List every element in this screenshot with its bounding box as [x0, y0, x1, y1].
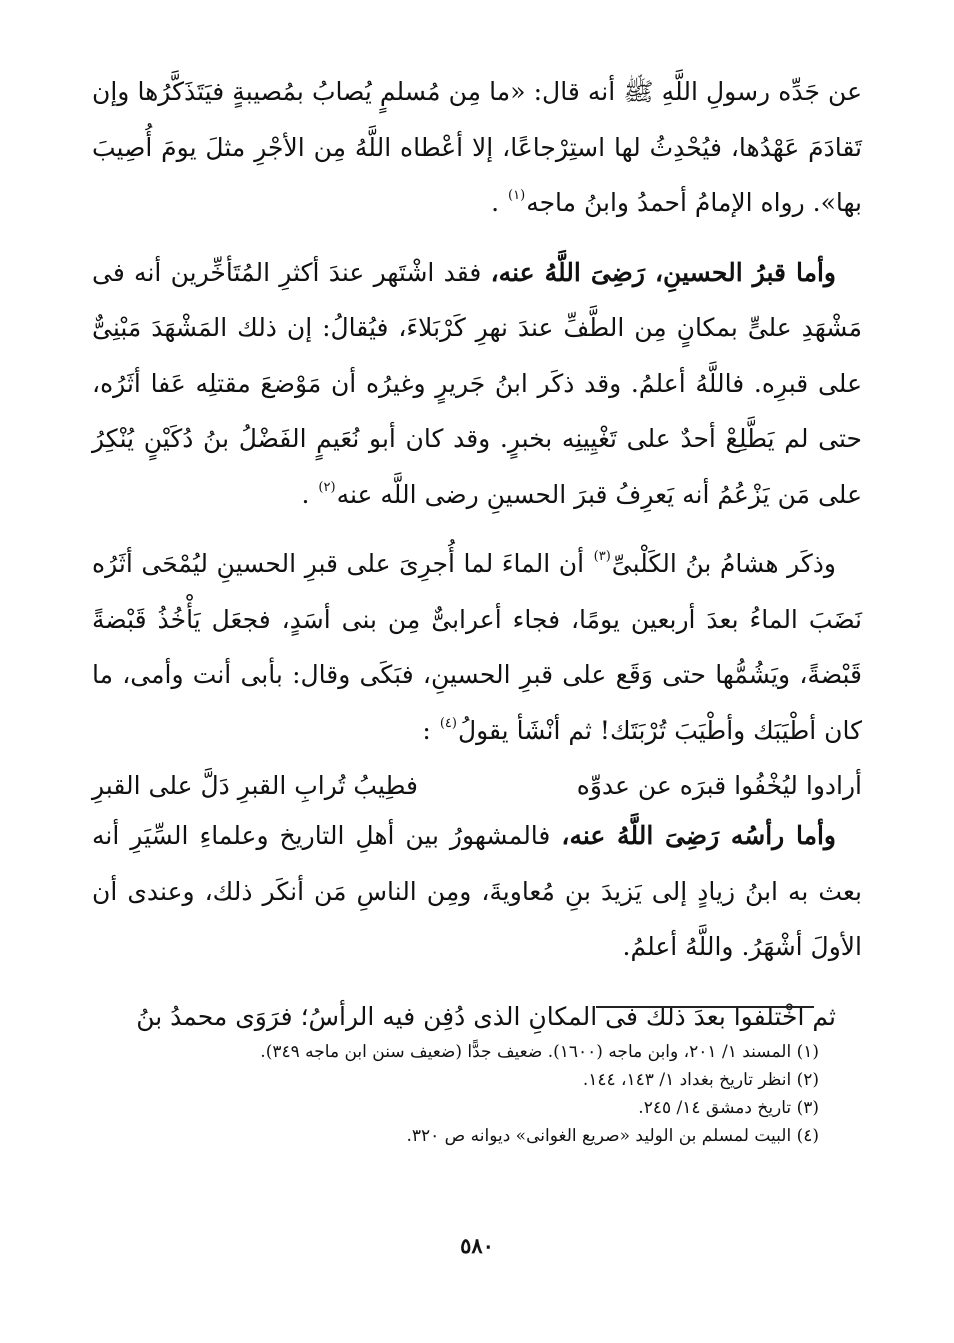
footnote-3: (٣) تاريخ دمشق ١٤/ ٢٤٥. [638, 1098, 819, 1118]
footnotes [92, 1038, 819, 1150]
paragraph-hadith [92, 64, 862, 231]
paragraph-end: : [422, 715, 431, 745]
footnote-2: (٢) انظر تاريخ بغداد ١/ ١٤٣، ١٤٤. [582, 1070, 819, 1090]
paragraph-end: . [301, 479, 310, 509]
paragraph-text: فالمشهورُ بين أهلِ التاريخ وعلماءِ السِّيَرِ أنه بعث به ابنُ زيادٍ إلى يَزيدَ بنِ مُعاويةَ، ومِن الناسِ مَن أنكَر ذلك، وعندى أن الأولَ أشْهَرُ. واللَّهُ أعلمُ. [92, 821, 862, 961]
verse-second-hemistich: فطِيبُ تُرابِ القبرِ دَلَّ على القبرِ [92, 771, 418, 800]
footnote-marker: (٣) [593, 549, 611, 564]
footnote-separator [596, 1006, 814, 1008]
footnote-marker: (٢) [318, 479, 336, 495]
paragraph-heading: وأما رأسُه رَضِىَ اللَّهُ عنه، [561, 821, 837, 850]
paragraph-text: عن جَدِّه رسولِ اللَّهِ ﷺ أنه قال: «ما مِن مُسلمٍ يُصابُ بمُصيبةٍ فيَتَذَكَّرُها وإن تَقادَمَ عَهْدُها، فيُحْدِثُ لها استِرْجاعًا، إلا أعْطاه اللَّهُ مِن الأجْرِ مثلَ يومَ أُصِيبَ بها». رواه الإمامُ أحمدُ وابنُ ماجه [92, 77, 862, 217]
paragraph-grave [92, 245, 862, 523]
footnote-4: (٤) البيت لمسلم بن الوليد «صريع الغوانى» ديوانه ص ٣٢٠. [406, 1126, 819, 1146]
footnote-marker: (١) [508, 188, 526, 203]
paragraph-burial [92, 989, 862, 1045]
paragraph-text: وذكَر هشامُ بنُ الكَلْبىِّ [611, 549, 836, 578]
page-number: ٥٨٠ [460, 1233, 494, 1258]
paragraph-head [92, 808, 862, 975]
paragraph-text: أن الماءَ لما أُجرِىَ على قبرِ الحسينِ ليُمْحَى أثَرُه نَضَبَ الماءُ بعدَ أربعين يومًا، فجاء أعرابىٌّ مِن بنى أسَدٍ، فجعَل يَأْخُذُ قَبْضةً قَبْضةً، ويَشُمُّها حتى وَقَع على قبرِ الحسينِ، فبَكَى وقال: بأبى أنت وأمى، ما كان أطْيَبَك وأطْيَبَ تُرْبَتَك! ثم أنْشَأ يقولُ [92, 549, 862, 745]
footnote-marker: (٤) [439, 715, 457, 731]
paragraph-hisham [92, 536, 862, 758]
paragraph-end: . [491, 188, 500, 217]
paragraph-text: ثم اخْتلفوا بعدَ ذلك فى المكانِ الذى دُفِن فيه الرأسُ؛ فرَوَى محمدُ بنُ [136, 1001, 836, 1031]
paragraph-text: فقد اشْتَهر عندَ أكثرِ المُتَأخِّرين أنه فى مَشْهَدِ علىٍّ بمكانٍ مِن الطَّفِّ عندَ نهرِ كَرْبَلاءَ، فيُقالُ: إن ذلك المَشْهَدَ مَبْنِىٌّ على قبرِه. فاللَّهُ أعلمُ. وقد ذكَر ابنُ جَريرٍ وغيرُه أن مَوْضعَ مقتلِه عَفا أثَرُه، حتى لم يَطَّلِعْ أحدٌ على تَغْيِينِه بخبرٍ. وقد كان أبو نُعَيمٍ الفَضْلُ بنُ دُكَيْنٍ يُنْكِرُ على مَن يَزْعُمُ أنه يَعرِفُ قبرَ الحسينِ رضى اللَّه عنه [92, 257, 862, 509]
main-text [92, 64, 862, 1044]
poem-verse [92, 764, 862, 808]
verse-first-hemistich: أرادوا ليُخْفُوا قبرَه عن عدوِّه [576, 771, 862, 800]
footnote-1: (١) المسند ١/ ٢٠١، وابن ماجه (١٦٠٠). ضعيف جدًّا (ضعيف سنن ابن ماجه ٣٤٩). [260, 1042, 819, 1062]
paragraph-heading: وأما قبرُ الحسينِ، رَضِىَ اللَّهُ عنه، [490, 257, 836, 287]
